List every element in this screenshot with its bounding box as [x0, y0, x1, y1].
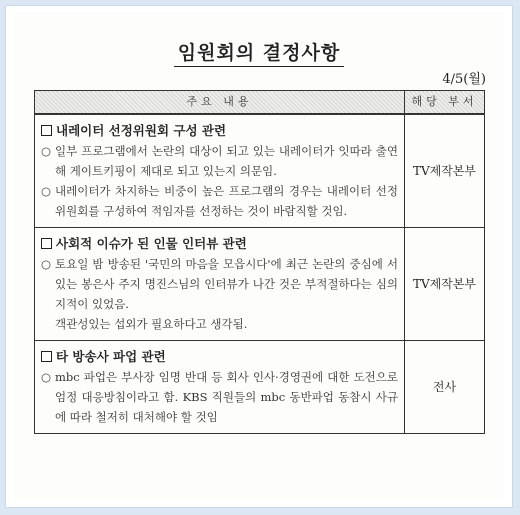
screenshot-frame [6, 6, 512, 507]
table-row [35, 228, 485, 341]
header-main-content: 주요 내용 [35, 91, 405, 115]
table-row [35, 341, 485, 434]
circle-bullet-icon: ○ [41, 257, 52, 271]
row-content [35, 341, 405, 434]
circle-bullet-icon: ○ [41, 370, 52, 384]
checkbox-square-icon [41, 238, 52, 249]
section-heading: 타 방송사 파업 관련 [41, 347, 398, 367]
circle-bullet-icon: ○ [41, 144, 52, 158]
header-department: 해당 부서 [405, 91, 485, 115]
checkbox-square-icon [41, 125, 52, 136]
list-item: ○ mbc 파업은 부사장 임명 반대 등 회사 인사·경영권에 대한 도전으로 엄정 대응방침이라고 함. KBS 직원들의 mbc 동반파업 동참시 사규에 따라 철저히 대처해야 할 것임 [41, 367, 398, 427]
section-heading: 사회적 이슈가 된 인물 인터뷰 관련 [41, 234, 398, 254]
checkbox-square-icon [41, 351, 52, 362]
row-content [35, 228, 405, 341]
list-item: 객관성있는 섭외가 필요하다고 생각됨. [55, 317, 248, 331]
row-department: TV제작본부 [405, 228, 485, 341]
list-item: ○ 내레이터가 차지하는 비중이 높은 프로그램의 경우는 내레이터 선정위원회를 구성하여 적임자를 선정하는 것이 바람직할 것임. [41, 181, 398, 221]
document-page [14, 12, 504, 502]
document-title: 임원회의 결정사항 [14, 38, 504, 65]
decisions-table [34, 90, 485, 434]
section-heading: 내레이터 선정위원회 구성 관련 [41, 121, 398, 141]
circle-bullet-icon: ○ [41, 184, 52, 198]
meeting-date: 4/5(월) [442, 72, 486, 87]
table-row [35, 114, 485, 228]
row-department: 전사 [405, 341, 485, 434]
row-department: TV제작본부 [405, 114, 485, 228]
row-content [35, 114, 405, 228]
list-item: ○ 토요일 밤 방송된 '국민의 마음을 모읍시다'에 최근 논란의 중심에 서있는 봉은사 주지 명진스님의 인터뷰가 나간 것은 부적절하다는 심의지적이 있었음. [41, 254, 398, 314]
table-header-row [35, 91, 485, 115]
list-item: ○ 일부 프로그램에서 논란의 대상이 되고 있는 내레이터가 잇따라 출연해 게이트키핑이 제대로 되고 있는지 의문임. [41, 141, 398, 181]
